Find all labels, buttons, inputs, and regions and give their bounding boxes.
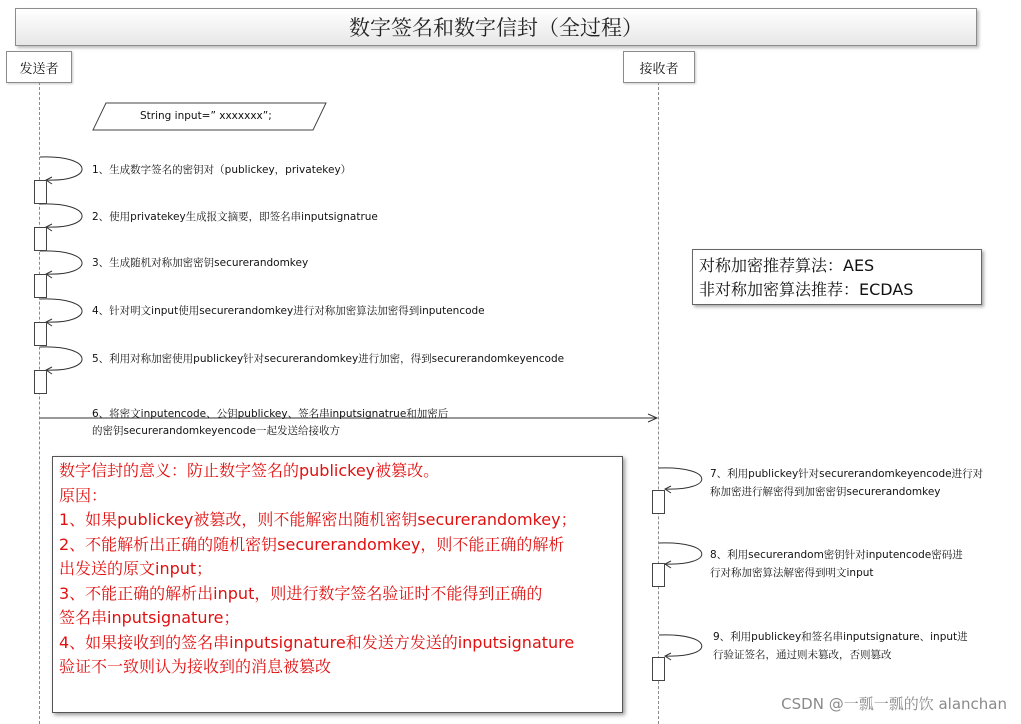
self-arrow-4 <box>40 299 82 322</box>
step-7-label-line2: 称加密进行解密得到加密密钥securerandomkey <box>710 486 941 498</box>
algorithm-note-line2: 非对称加密算法推荐：ECDAS <box>699 280 914 299</box>
algorithm-note-line1: 对称加密推荐算法：AES <box>699 256 875 275</box>
envelope-note-line: 出发送的原文input； <box>59 559 213 578</box>
envelope-note-line: 数字信封的意义：防止数字签名的publickey被篡改。 <box>59 461 440 480</box>
step-6-label-line2: 的密钥securerandomkeyencode一起发送给接收方 <box>92 425 340 437</box>
self-arrow-2 <box>40 204 82 227</box>
activation-box-3 <box>34 274 47 298</box>
envelope-note-line: 1、如果publickey被篡改，则不能解密出随机密钥securerandomkey； <box>59 510 577 529</box>
activation-box-1 <box>34 180 47 204</box>
step-8-label-line1: 8、利用securerandom密钥针对inputencode密码进 <box>710 549 963 561</box>
self-arrow-5 <box>40 347 82 370</box>
step-6-label-line1: 6、将密文inputencode、公钥publickey、签名串inputsignatrue和加密后 <box>92 408 449 420</box>
step-5-label: 5、利用对称加密使用publickey针对securerandomkey进行加密，得到securerandomkeyencode <box>92 353 565 365</box>
diagram-title: 数字签名和数字信封（全过程） <box>15 8 977 46</box>
step-4-label: 4、针对明文input使用securerandomkey进行对称加密算法加密得到inputencode <box>92 305 485 317</box>
step-7-label-line1: 7、利用publickey针对securerandomkeyencode进行对 <box>710 468 984 480</box>
activation-box-8 <box>652 563 665 587</box>
envelope-note-line: 3、不能正确的解析出input，则进行数字签名验证时不能得到正确的 <box>59 583 543 603</box>
envelope-explanation-note <box>52 456 623 713</box>
envelope-note-line: 原因： <box>59 485 108 505</box>
step-9-label-line1: 9、利用publickey和签名串inputsignature、input进 <box>713 631 968 643</box>
envelope-note-line: 验证不一致则认为接收到的消息被篡改 <box>59 657 332 676</box>
self-arrow-7 <box>659 468 702 489</box>
activation-box-9 <box>652 657 665 681</box>
csdn-watermark: CSDN @一瓢一瓢的饮 alanchan <box>781 695 1007 713</box>
step-1-label: 1、生成数字签名的密钥对（publickey，privatekey） <box>92 164 352 176</box>
activation-box-4 <box>34 322 47 346</box>
step-3-label: 3、生成随机对称加密密钥securerandomkey <box>92 257 309 269</box>
self-arrow-3 <box>40 251 82 274</box>
algorithm-note <box>692 249 982 305</box>
self-arrow-9 <box>659 635 702 656</box>
step-8-label-line2: 行对称加密算法解密得到明文input <box>710 567 874 579</box>
activation-box-5 <box>34 370 47 394</box>
input-declaration-text: String input=” xxxxxxx”; <box>140 110 272 122</box>
envelope-note-line: 签名串inputsignature； <box>59 608 240 627</box>
step-2-label: 2、使用privatekey生成报文摘要，即签名串inputsignatrue <box>92 211 378 223</box>
activation-box-7 <box>652 490 665 514</box>
envelope-note-line: 2、不能解析出正确的随机密钥securerandomkey，则不能正确的解析 <box>59 534 565 554</box>
actor-receiver: 接收者 <box>623 51 695 83</box>
activation-box-2 <box>34 227 47 251</box>
self-arrow-8 <box>659 543 702 564</box>
step-9-label-line2: 行验证签名，通过则未篡改，否则篡改 <box>713 649 892 661</box>
envelope-note-line: 4、如果接收到的签名串inputsignature和发送方发送的inputsignature <box>59 632 575 652</box>
self-arrow-1 <box>40 157 82 180</box>
actor-sender: 发送者 <box>6 51 72 83</box>
